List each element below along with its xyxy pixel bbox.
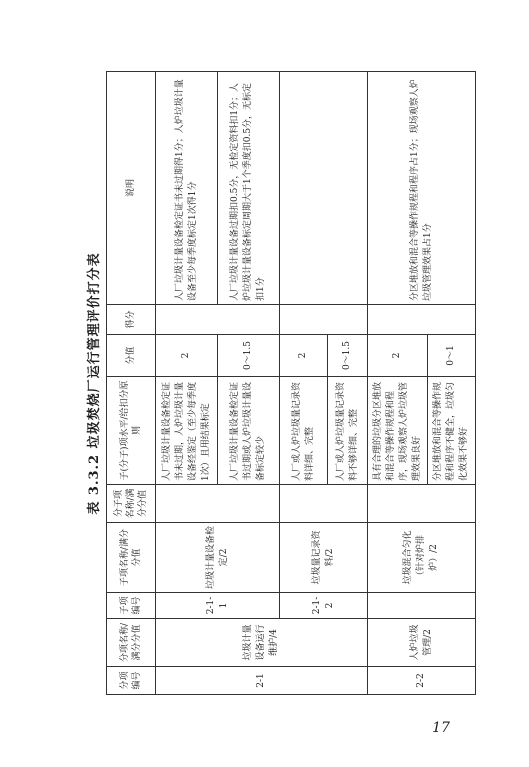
cell-score-value: 0～1.5 [328,335,368,377]
table-row [368,72,428,695]
table-title: 表 3.3.2 垃圾焚烧厂运行管理评价打分表 [87,252,102,515]
header-item-name: 分项名称/满分分值 [107,619,156,667]
cell-score [156,305,280,335]
cell-criteria: 人厂垃圾计量设备检定证书未过期，人炉垃圾计量设备经鉴定（至少每季度1次）且用结果标定 [156,377,218,485]
evaluation-table [106,71,476,695]
cell-note: 人厂垃圾计量设备过期扣0.5分，无检定资料扣1分；人炉垃圾计量设备标定周期大于1个季度扣0.5分，无标定扣1分 [218,72,280,305]
cell-score-value: 2 [368,335,428,377]
cell-score-value: 0～1.5 [218,335,280,377]
cell-subsub-name [280,485,368,523]
cell-score-value: 0～1 [428,335,476,377]
header-criteria: 子(分子)项水平/给扣分原则 [107,377,156,485]
cell-sub-name: 垃圾量记录资料/2 [280,523,368,593]
header-score: 得分 [107,305,156,335]
table-row [280,72,328,695]
cell-item-name: 人炉垃圾管理/2 [368,619,476,667]
cell-note [280,72,368,305]
cell-score [368,305,476,335]
cell-item-no: 2-1 [156,667,368,695]
cell-subsub-name [156,485,280,523]
cell-sub-no: 2-1-2 [280,593,368,619]
cell-score-value: 2 [156,335,218,377]
cell-note: 人厂垃圾计量设备检定证书未过期得1分；人炉垃圾计量设备至少每季度标定1次得1分 [156,72,218,305]
cell-criteria: 人厂垃圾计量设备检定证书过期或人炉垃圾计量设备标定较少 [218,377,280,485]
rotated-page-content [84,72,504,695]
header-sub-name: 子项名称/满分分值 [107,523,156,593]
cell-criteria: 具有合理的垃圾分区堆放和混合等操作规程和程序，现场观察人炉垃圾管理效果良好 [368,377,428,485]
header-note: 说明 [107,72,156,305]
cell-criteria: 分区堆放和混合等操作规程和程序不健全，垃圾匀化效果不够好 [428,377,476,485]
cell-score [280,305,368,335]
cell-subsub-name [368,485,476,523]
cell-criteria: 人厂或人炉垃圾量记录资料详细、完整 [280,377,328,485]
cell-sub-name: 垃圾混合匀化（针对炉排炉）/2 [368,523,476,593]
header-score-value: 分值 [107,335,156,377]
cell-item-name: 垃圾计量设备运行维护/4 [156,619,368,667]
page-number: 17 [432,720,450,736]
cell-item-no: 2-2 [368,667,476,695]
header-sub-no: 子项编号 [107,593,156,619]
cell-sub-no [368,593,476,619]
cell-score-value: 2 [280,335,328,377]
table-row [156,72,218,695]
cell-sub-name: 垃圾计量设备检定/2 [156,523,280,593]
cell-criteria: 人厂或人炉垃圾量记录资料不够详细、完整 [328,377,368,485]
header-subsub-name: 分子项名称/满分分值 [107,485,156,523]
cell-note: 分区堆放和混合等操作规程和程序占1分；现场观察人炉垃圾管理效果占1分 [368,72,476,305]
header-row [107,72,156,695]
cell-sub-no: 2-1-1 [156,593,280,619]
header-item-no: 分项编号 [107,667,156,695]
